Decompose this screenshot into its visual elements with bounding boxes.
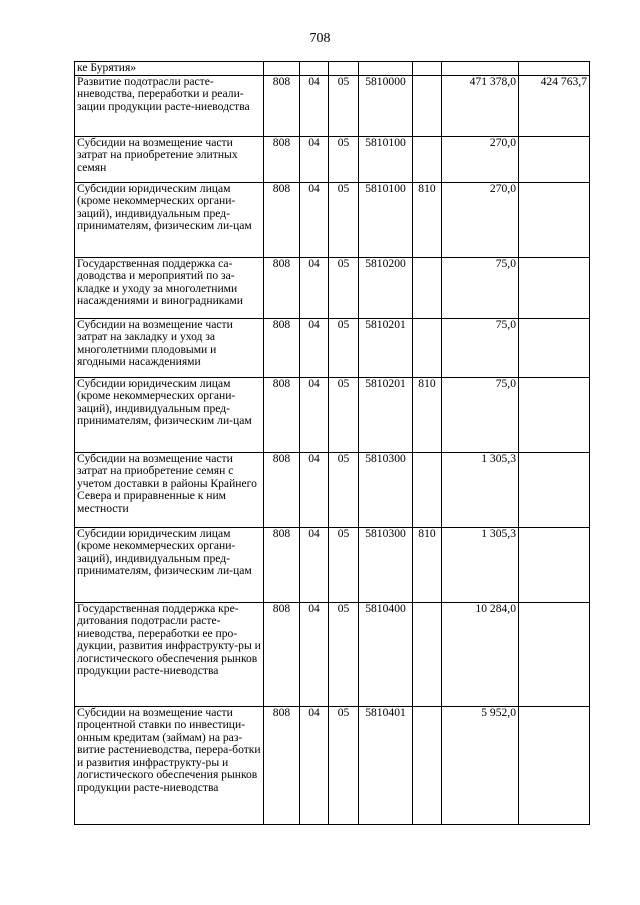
expense-type-code-cell [413,257,442,318]
section-code-cell: 04 [300,75,329,136]
expense-type-code-cell [413,136,442,182]
expense-type-code-cell: 810 [413,377,442,452]
amount-2-cell: 424 763,7 [519,75,590,136]
amount-2-cell [519,452,590,527]
target-article-code-cell: 5810100 [359,182,413,257]
ministry-code-cell: 808 [264,257,300,318]
amount-1-cell: 75,0 [442,318,519,377]
target-article-code-cell: 5810201 [359,377,413,452]
ministry-code-cell: 808 [264,527,300,602]
ministry-code-cell: 808 [264,75,300,136]
amount-1-cell: 75,0 [442,257,519,318]
amount-2-cell [519,602,590,706]
subsection-code-cell: 05 [329,602,359,706]
row-name-cell: Субсидии на возмещение части затрат на приобретение семян с учетом доставки в районы Крайнего Севера и приравненные к ним местности [75,452,264,527]
amount-1-cell: 1 305,3 [442,527,519,602]
section-code-cell: 04 [300,257,329,318]
amount-1-cell: 1 305,3 [442,452,519,527]
target-article-code-cell: 5810300 [359,452,413,527]
amount-1-cell: 270,0 [442,136,519,182]
target-article-code-cell: 5810401 [359,706,413,824]
row-name-cell: Субсидии на возмещение части процентной ставки по инвестици-онным кредитам (займам) на раз-витие растениеводства, перера-ботки и развития инфраструкту-ры и логистического обеспечения рынков продукции расте-ниеводства [75,706,264,824]
amount-2-cell [519,136,590,182]
section-code-cell: 04 [300,706,329,824]
amount-1-cell: 5 952,0 [442,706,519,824]
row-name-cell: ке Бурятия» [75,62,264,76]
target-article-code-cell: 5810000 [359,75,413,136]
subsection-code-cell: 05 [329,182,359,257]
table-row [75,452,590,527]
empty-cell [329,62,359,76]
table-row [75,75,590,136]
amount-1-cell: 270,0 [442,182,519,257]
page-number: 708 [309,31,331,46]
subsection-code-cell: 05 [329,257,359,318]
amount-2-cell [519,182,590,257]
ministry-code-cell: 808 [264,377,300,452]
ministry-code-cell: 808 [264,136,300,182]
table-row-continued [75,62,590,76]
expense-type-code-cell [413,452,442,527]
table-row [75,318,590,377]
row-name-cell: Субсидии юридическим лицам (кроме некоммерческих органи-заций), индивидуальным пред-принимателям, физическим ли-цам [75,527,264,602]
empty-cell [359,62,413,76]
target-article-code-cell: 5810200 [359,257,413,318]
table-row [75,182,590,257]
amount-1-cell: 75,0 [442,377,519,452]
row-name-cell: Государственная поддержка са-доводства и мероприятий по за-кладке и уходу за многолетними насаждениями и виноградниками [75,257,264,318]
table-row [75,527,590,602]
subsection-code-cell: 05 [329,318,359,377]
expense-type-code-cell [413,706,442,824]
ministry-code-cell: 808 [264,602,300,706]
target-article-code-cell: 5810100 [359,136,413,182]
section-code-cell: 04 [300,318,329,377]
empty-cell [300,62,329,76]
empty-cell [519,62,590,76]
subsection-code-cell: 05 [329,706,359,824]
row-name-cell: Субсидии юридическим лицам (кроме некоммерческих органи-заций), индивидуальным пред-принимателям, физическим ли-цам [75,182,264,257]
section-code-cell: 04 [300,136,329,182]
ministry-code-cell: 808 [264,318,300,377]
table-row [75,257,590,318]
row-name-cell: Развитие подотрасли расте-нневодства, переработки и реали-зации продукции расте-ниеводства [75,75,264,136]
amount-2-cell [519,257,590,318]
table-row [75,706,590,824]
amount-1-cell: 471 378,0 [442,75,519,136]
row-name-cell: Государственная поддержка кре-дитования подотрасли расте-ниеводства, переработки ее про-дукции, развития инфраструкту-ры и логистического обеспечения рынков продукции расте-ниеводства [75,602,264,706]
empty-cell [413,62,442,76]
expense-type-code-cell [413,602,442,706]
expense-type-code-cell: 810 [413,527,442,602]
empty-cell [264,62,300,76]
ministry-code-cell: 808 [264,182,300,257]
subsection-code-cell: 05 [329,452,359,527]
row-name-cell: Субсидии на возмещение части затрат на приобретение элитных семян [75,136,264,182]
table-body [75,62,590,825]
amount-2-cell [519,706,590,824]
section-code-cell: 04 [300,527,329,602]
target-article-code-cell: 5810400 [359,602,413,706]
subsection-code-cell: 05 [329,377,359,452]
section-code-cell: 04 [300,377,329,452]
table-row [75,136,590,182]
expense-type-code-cell [413,75,442,136]
row-name-cell: Субсидии юридическим лицам (кроме некоммерческих органи-заций), индивидуальным пред-принимателям, физическим ли-цам [75,377,264,452]
section-code-cell: 04 [300,452,329,527]
ministry-code-cell: 808 [264,706,300,824]
target-article-code-cell: 5810300 [359,527,413,602]
subsection-code-cell: 05 [329,527,359,602]
subsection-code-cell: 05 [329,136,359,182]
budget-table [74,61,590,825]
table-row [75,602,590,706]
section-code-cell: 04 [300,182,329,257]
expense-type-code-cell [413,318,442,377]
target-article-code-cell: 5810201 [359,318,413,377]
row-name-cell: Субсидии на возмещение части затрат на закладку и уход за многолетними плодовыми и ягодными насаждениями [75,318,264,377]
empty-cell [442,62,519,76]
table-row [75,377,590,452]
ministry-code-cell: 808 [264,452,300,527]
amount-2-cell [519,527,590,602]
expense-type-code-cell: 810 [413,182,442,257]
subsection-code-cell: 05 [329,75,359,136]
amount-2-cell [519,318,590,377]
amount-2-cell [519,377,590,452]
amount-1-cell: 10 284,0 [442,602,519,706]
section-code-cell: 04 [300,602,329,706]
